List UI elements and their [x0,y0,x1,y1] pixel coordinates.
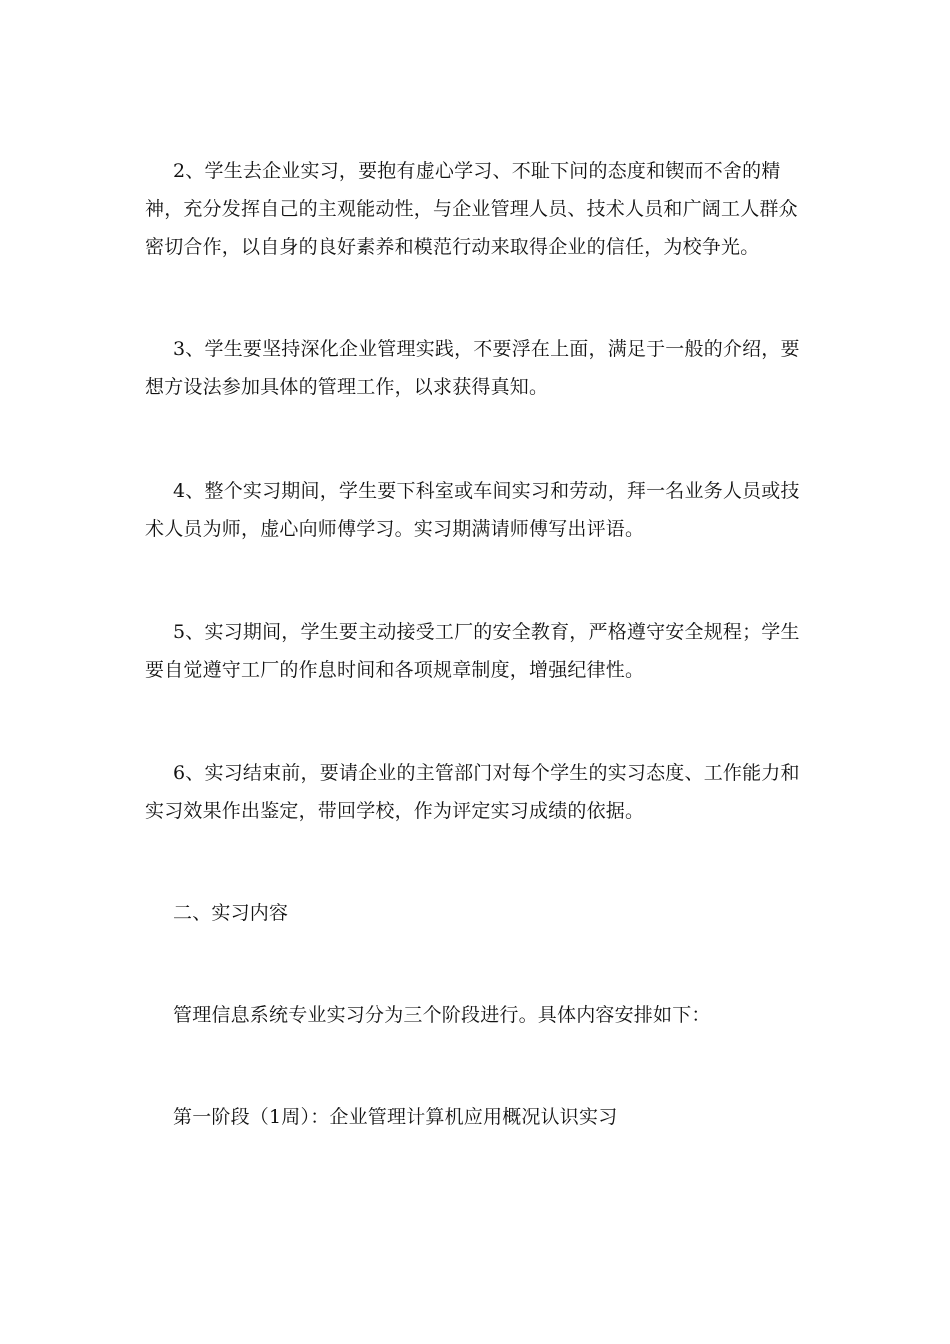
paragraph-requirement-6: 6、实习结束前，要请企业的主管部门对每个学生的实习态度、工作能力和实习效果作出鉴定，带回学校，作为评定实习成绩的依据。 [145,762,800,822]
section-heading: 二、实习内容 [173,902,289,924]
paragraph-stage-one: 第一阶段（1周）：企业管理计算机应用概况认识实习 [173,1106,618,1128]
paragraph-requirement-5: 5、实习期间，学生要主动接受工厂的安全教育，严格遵守安全规程；学生要自觉遵守工厂的作息时间和各项规章制度，增强纪律性。 [145,621,800,681]
paragraph-requirement-4: 4、整个实习期间，学生要下科室或车间实习和劳动，拜一名业务人员或技术人员为师，虚心向师傅学习。实习期满请师傅写出评语。 [145,480,800,540]
paragraph-content-intro: 管理信息系统专业实习分为三个阶段进行。具体内容安排如下： [173,1004,711,1026]
paragraph-requirement-3: 3、学生要坚持深化企业管理实践，不要浮在上面，满足于一般的介绍，要想方设法参加具体的管理工作，以求获得真知。 [145,338,800,398]
paragraph-requirement-2: 2、学生去企业实习，要抱有虚心学习、不耻下问的态度和锲而不舍的精神，充分发挥自己的主观能动性，与企业管理人员、技术人员和广阔工人群众密切合作，以自身的良好素养和模范行动来取得企业的信任，为校争光。 [145,160,798,258]
